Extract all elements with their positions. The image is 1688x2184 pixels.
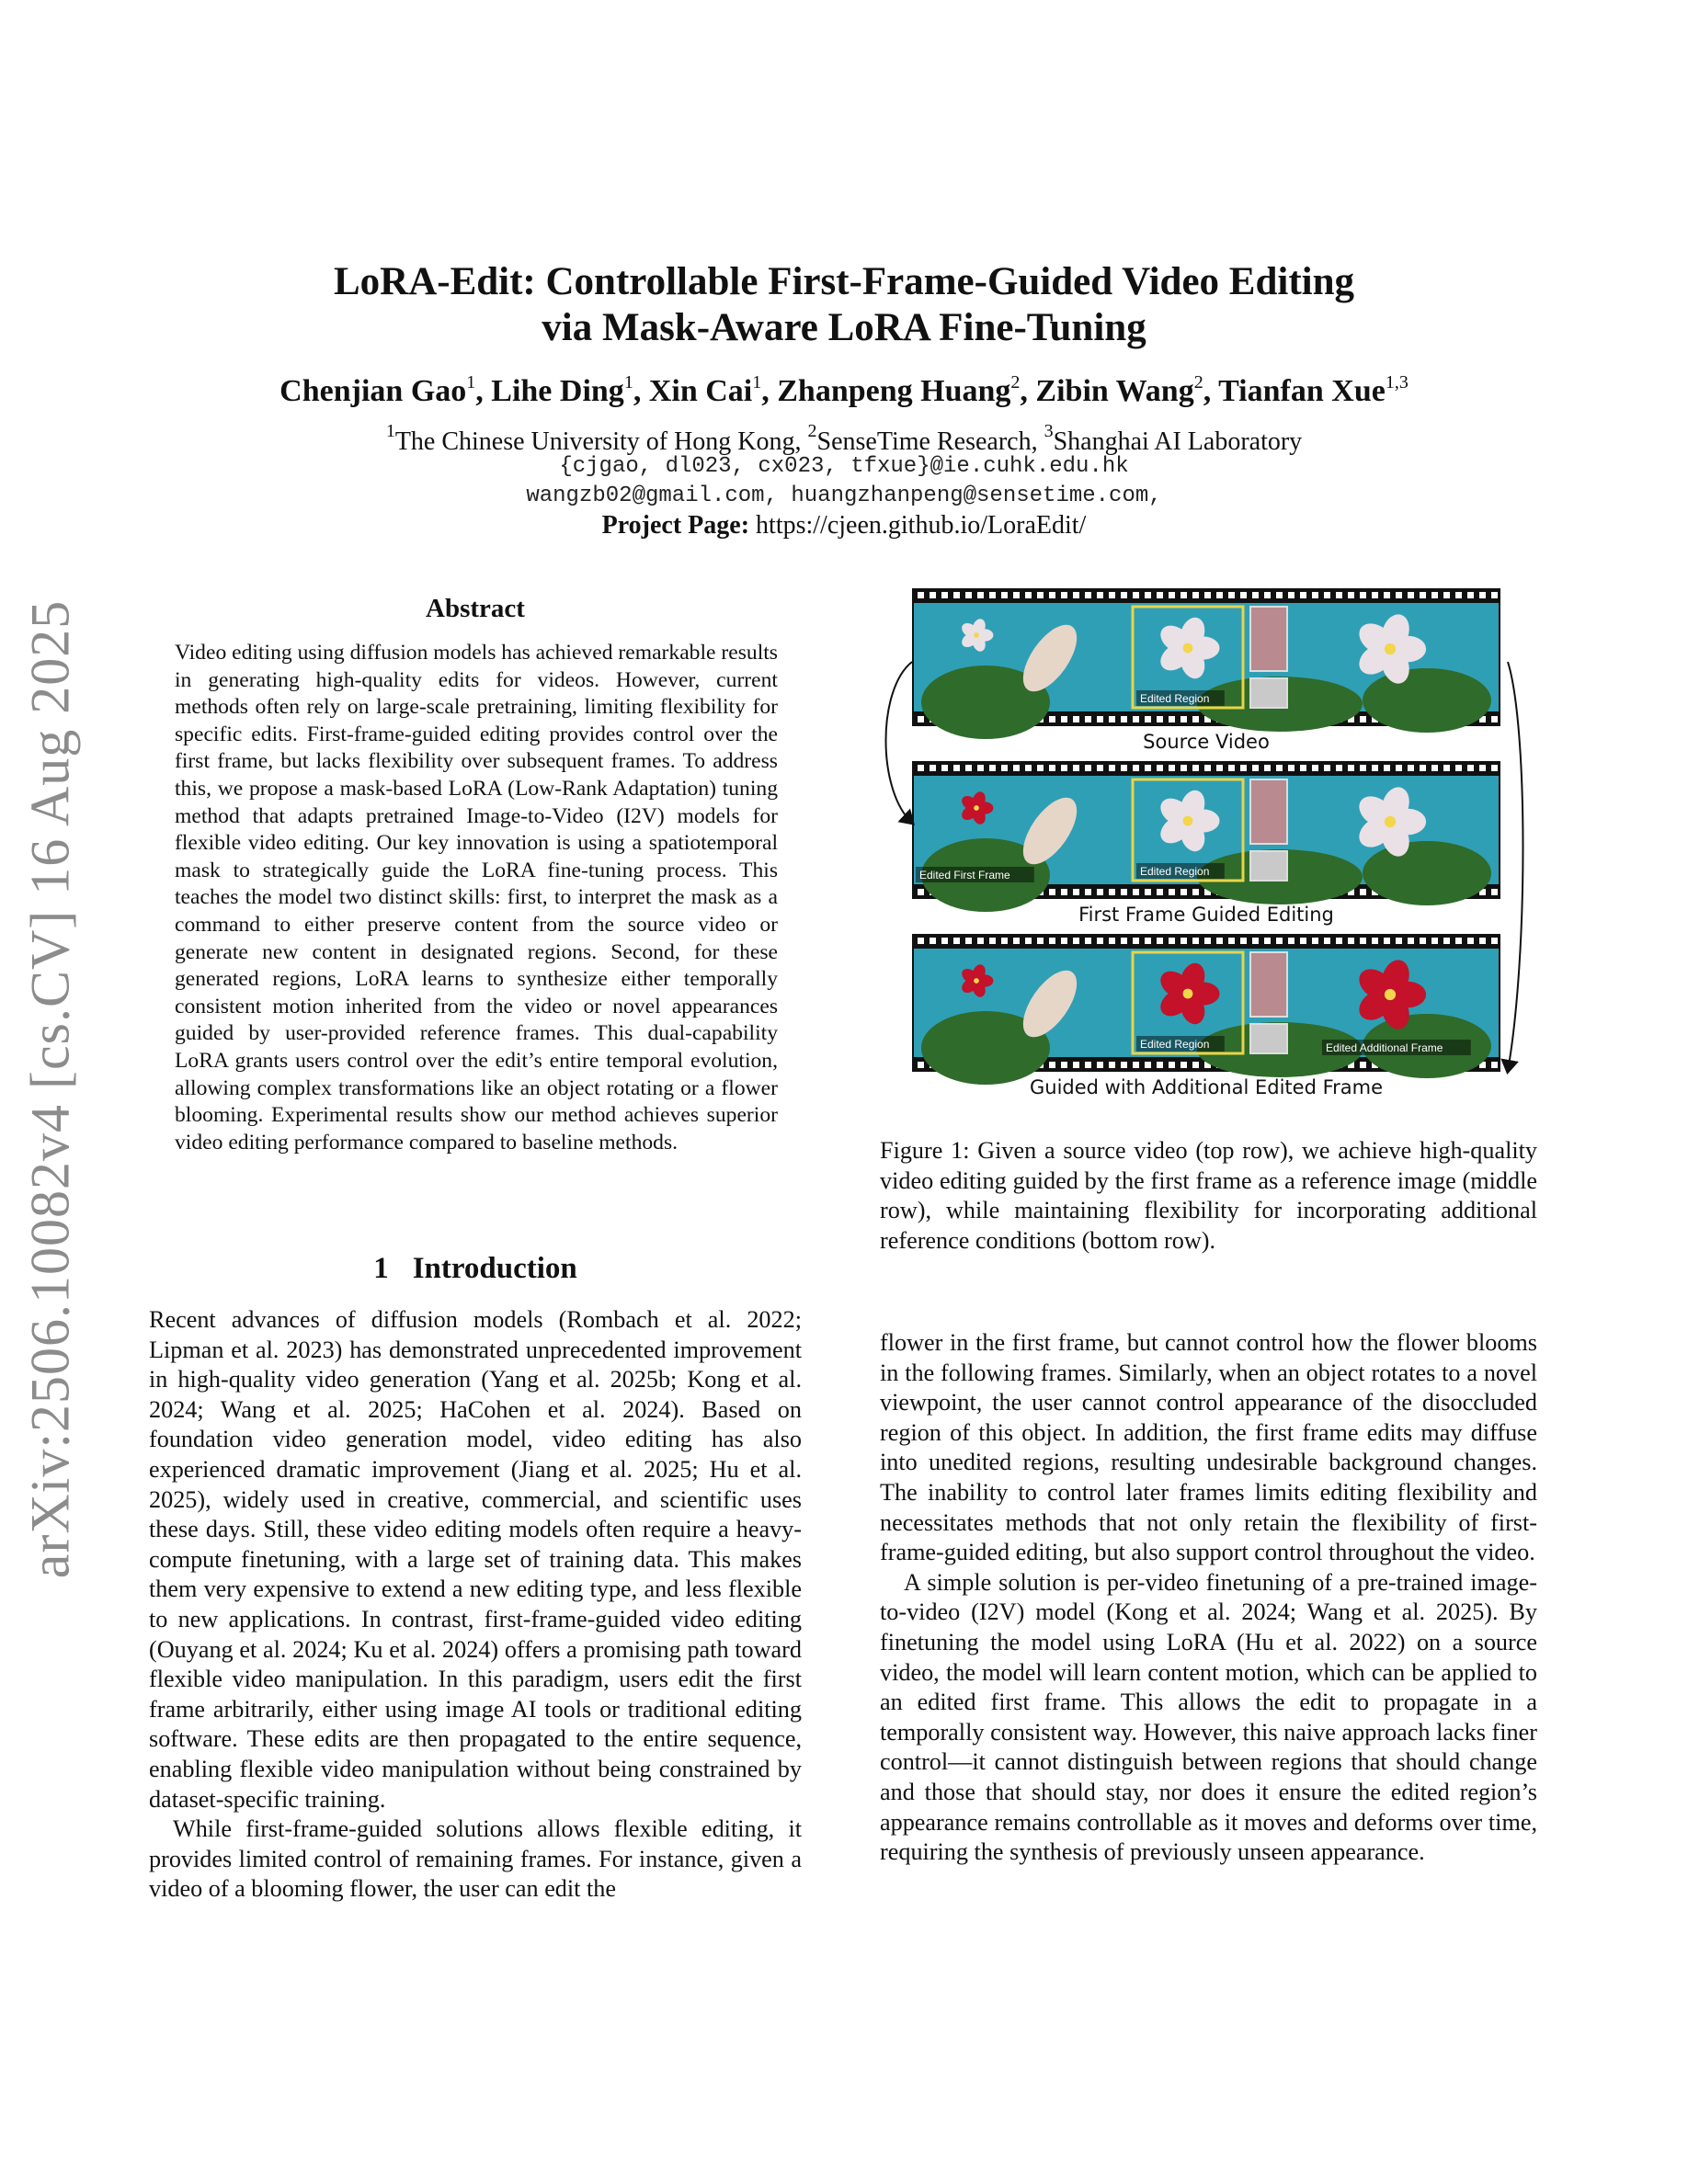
sprocket-hole bbox=[1288, 938, 1295, 944]
sprocket-hole bbox=[1109, 1062, 1115, 1068]
flower-center-shape bbox=[1183, 643, 1193, 654]
sprocket-hole bbox=[1324, 765, 1330, 771]
sprocket-hole bbox=[1252, 592, 1259, 598]
sprocket-hole bbox=[1097, 938, 1103, 944]
sprocket-hole bbox=[1384, 765, 1390, 771]
sprocket-hole bbox=[1085, 938, 1091, 944]
sprocket-hole bbox=[1049, 1062, 1055, 1068]
sprocket-hole bbox=[1133, 716, 1139, 722]
sprocket-hole bbox=[1157, 889, 1163, 895]
sprocket-hole bbox=[930, 938, 936, 944]
sprocket-hole bbox=[1491, 889, 1498, 895]
sprocket-hole bbox=[1085, 716, 1091, 722]
sprocket-hole bbox=[1360, 592, 1366, 598]
sprocket-hole bbox=[1097, 765, 1103, 771]
sprocket-hole bbox=[1025, 765, 1032, 771]
sprocket-hole bbox=[1372, 938, 1378, 944]
sprocket-hole bbox=[1061, 716, 1067, 722]
sprocket-hole bbox=[1216, 592, 1223, 598]
sprocket-hole bbox=[1192, 765, 1199, 771]
sprocket-hole bbox=[1240, 765, 1247, 771]
sprocket-hole bbox=[1157, 592, 1163, 598]
sprocket-hole bbox=[1133, 765, 1139, 771]
sprocket-hole bbox=[1049, 889, 1055, 895]
sprocket-hole bbox=[1312, 938, 1318, 944]
abstract-text: Video editing using diffusion models has achieved remarkable results in generating high-quality edits for videos. However, current methods often rely on large-scale pretraining, limiting flexibility for specific edits. First-frame-guided editing provides control over the first frame, but lacks flexibility over subsequent frames. To address this, we propose a mask-based LoRA (Low-Rank Adaptation) tuning method that adapts pretrained Image-to-Video (I2V) models for flexible video editing. Our key innovation is using a spatiotemporal mask to strategically guide the LoRA fine-tuning process. This teaches the model two distinct skills: first, to interpret the mask as a command to either preserve content from the source video or generate new content in designated regions. Second, for these generated regions, LoRA learns to synthesize either temporally consistent motion inherited from the video or novel appearances guided by user-provided reference frames. This dual-capability LoRA grants users control over the edit’s entire temporal evolution, allowing complex transformations like an object rotating or a flower blooming. Experimental results show our method achieves superior video editing performance compared to baseline methods. bbox=[175, 641, 778, 1155]
sprocket-hole bbox=[1133, 938, 1139, 944]
arrow-source-to-additional-frame bbox=[1508, 662, 1523, 1071]
section-number: 1 bbox=[373, 1252, 389, 1285]
sprocket-hole bbox=[1431, 592, 1438, 598]
sprocket-hole bbox=[1420, 765, 1426, 771]
sprocket-hole bbox=[1467, 592, 1474, 598]
sprocket-hole bbox=[1121, 765, 1127, 771]
inset-crop bbox=[1250, 607, 1287, 671]
sprocket-hole bbox=[1264, 592, 1271, 598]
sprocket-hole bbox=[1169, 592, 1175, 598]
project-url-link[interactable]: https://cjeen.github.io/LoraEdit/ bbox=[756, 511, 1087, 540]
email-line-1: {cjgao, dl023, cx023, tfxue}@ie.cuhk.edu.hk bbox=[559, 454, 1129, 479]
sprocket-hole bbox=[1467, 938, 1474, 944]
sprocket-hole bbox=[1300, 592, 1306, 598]
sprocket-hole bbox=[989, 938, 996, 944]
sprocket-hole bbox=[953, 765, 960, 771]
section-heading-introduction bbox=[149, 1252, 802, 1286]
sprocket-hole bbox=[1073, 716, 1079, 722]
sprocket-hole bbox=[941, 938, 948, 944]
sprocket-hole bbox=[1479, 938, 1486, 944]
sprocket-hole bbox=[977, 938, 984, 944]
sprocket-hole bbox=[1252, 765, 1259, 771]
sprocket-hole bbox=[1049, 765, 1055, 771]
sprocket-hole bbox=[1145, 1062, 1151, 1068]
email-line-2: wangzb02@gmail.com, huangzhanpeng@sensetime.com, bbox=[526, 483, 1162, 508]
author: Lihe Ding$^1$ bbox=[491, 372, 633, 408]
sprocket-hole bbox=[1228, 938, 1235, 944]
sprocket-hole bbox=[1049, 592, 1055, 598]
sprocket-hole bbox=[1061, 938, 1067, 944]
sprocket-hole bbox=[1336, 592, 1342, 598]
sprocket-hole bbox=[1192, 716, 1199, 722]
sprocket-hole bbox=[1384, 938, 1390, 944]
sprocket-hole bbox=[1276, 938, 1283, 944]
sprocket-hole bbox=[1169, 938, 1175, 944]
sprocket-hole bbox=[1073, 889, 1079, 895]
sprocket-hole bbox=[941, 592, 948, 598]
sprocket-hole bbox=[1145, 889, 1151, 895]
sprocket-hole bbox=[1276, 765, 1283, 771]
sprocket-hole bbox=[930, 765, 936, 771]
sprocket-hole bbox=[1157, 716, 1163, 722]
author: Chenjian Gao$^1$ bbox=[279, 372, 476, 408]
sprocket-hole bbox=[1192, 938, 1199, 944]
sprocket-hole bbox=[1013, 765, 1020, 771]
sprocket-hole bbox=[1121, 592, 1127, 598]
sprocket-hole bbox=[1443, 938, 1450, 944]
arrow-source-to-first-frame bbox=[886, 662, 913, 823]
sprocket-hole bbox=[1109, 592, 1115, 598]
sprocket-hole bbox=[918, 889, 924, 895]
region-tag: Edited Region bbox=[1140, 1038, 1210, 1051]
sprocket-hole bbox=[1228, 765, 1235, 771]
author: Tianfan Xue$^{1,3}$ bbox=[1218, 372, 1409, 408]
sprocket-hole bbox=[1169, 889, 1175, 895]
sprocket-hole bbox=[1312, 592, 1318, 598]
flower-center-shape bbox=[1183, 816, 1193, 826]
filmstrip-label: Guided with Additional Edited Frame bbox=[1029, 1076, 1384, 1098]
sprocket-hole bbox=[1216, 938, 1223, 944]
sprocket-hole bbox=[1396, 765, 1402, 771]
sprocket-hole bbox=[1491, 765, 1498, 771]
sprocket-hole bbox=[1157, 938, 1163, 944]
sprocket-hole bbox=[1443, 592, 1450, 598]
sprocket-hole bbox=[930, 592, 936, 598]
region-tag: Edited First Frame bbox=[919, 869, 1010, 882]
sprocket-hole bbox=[1085, 592, 1091, 598]
sprocket-hole bbox=[1121, 716, 1127, 722]
sprocket-hole bbox=[1169, 716, 1175, 722]
sprocket-hole bbox=[1455, 592, 1462, 598]
sprocket-hole bbox=[1360, 938, 1366, 944]
arxiv-stamp bbox=[0, 588, 101, 1590]
sprocket-hole bbox=[1061, 592, 1067, 598]
paragraph: flower in the first frame, but cannot control how the flower blooms in the following frames. Similarly, when an object rotates to a novel viewpoint, the user cannot control appearance of the disoccluded region of this object. In addition, the first frame edits may diffuse into unedited regions, resulting undesirable background changes. The inability to control later frames limits editing flexibility and necessitates methods that not only retain the flexibility of first-frame-guided editing, but also support control throughout the video. bbox=[880, 1329, 1537, 1566]
sprocket-hole bbox=[1204, 592, 1211, 598]
inset-crop bbox=[1250, 952, 1287, 1017]
sprocket-hole bbox=[1180, 716, 1187, 722]
figure-1-caption: Figure 1: Given a source video (top row), we achieve high-quality video editing guided by the first frame as a reference image (middle row), while maintaining flexibility for incorporating additional reference conditions (bottom row). bbox=[880, 1137, 1537, 1254]
sprocket-hole bbox=[1133, 592, 1139, 598]
flower-center-shape bbox=[1183, 989, 1193, 999]
sprocket-hole bbox=[1396, 592, 1402, 598]
sprocket-hole bbox=[1145, 938, 1151, 944]
author-list: Chenjian Gao$^1$, Lihe Ding$^1$, Xin Cai$^1$, Zhanpeng Huang$^2$, Zibin Wang$^2$, Tianfan Xue$^{1,3}$ bbox=[279, 372, 1409, 408]
sprocket-hole bbox=[1169, 765, 1175, 771]
sprocket-hole bbox=[1085, 765, 1091, 771]
sprocket-hole bbox=[1443, 765, 1450, 771]
sprocket-hole bbox=[1240, 592, 1247, 598]
sprocket-hole bbox=[918, 592, 924, 598]
sprocket-hole bbox=[1133, 1062, 1139, 1068]
sprocket-hole bbox=[977, 592, 984, 598]
filmstrip-row bbox=[912, 761, 1500, 926]
sprocket-hole bbox=[1491, 1062, 1498, 1068]
sprocket-hole bbox=[1073, 765, 1079, 771]
sprocket-hole bbox=[1061, 765, 1067, 771]
sprocket-hole bbox=[1384, 592, 1390, 598]
inset-crop bbox=[1250, 779, 1287, 844]
sprocket-hole bbox=[953, 938, 960, 944]
sprocket-hole bbox=[1049, 716, 1055, 722]
sprocket-hole bbox=[1097, 889, 1103, 895]
sprocket-hole bbox=[1312, 765, 1318, 771]
sprocket-hole bbox=[1192, 1062, 1199, 1068]
section-title: Introduction bbox=[412, 1252, 577, 1285]
sprocket-hole bbox=[1264, 938, 1271, 944]
sprocket-hole bbox=[1180, 889, 1187, 895]
sprocket-hole bbox=[1431, 938, 1438, 944]
sprocket-hole bbox=[1360, 889, 1366, 895]
filmstrip-label: First Frame Guided Editing bbox=[1078, 904, 1334, 926]
sprocket-hole bbox=[1145, 592, 1151, 598]
sprocket-hole bbox=[1408, 765, 1414, 771]
sprocket-hole bbox=[1300, 765, 1306, 771]
sprocket-hole bbox=[1276, 592, 1283, 598]
sprocket-hole bbox=[1001, 592, 1008, 598]
sprocket-hole bbox=[965, 765, 972, 771]
sprocket-hole bbox=[1288, 765, 1295, 771]
abstract-heading: Abstract bbox=[426, 594, 525, 623]
sprocket-hole bbox=[1420, 938, 1426, 944]
sprocket-hole bbox=[1336, 938, 1342, 944]
author: Zhanpeng Huang$^2$ bbox=[777, 372, 1021, 408]
sprocket-hole bbox=[1348, 592, 1354, 598]
sprocket-hole bbox=[1324, 938, 1330, 944]
sprocket-hole bbox=[1228, 592, 1235, 598]
sprocket-hole bbox=[1073, 1062, 1079, 1068]
sprocket-hole bbox=[1467, 765, 1474, 771]
sprocket-hole bbox=[1061, 1062, 1067, 1068]
sprocket-hole bbox=[1455, 765, 1462, 771]
inset-crop bbox=[1250, 851, 1287, 881]
sprocket-hole bbox=[918, 716, 924, 722]
affiliations: $^1$The Chinese University of Hong Kong, $^2$SenseTime Research, $^3$Shanghai AI Laboratory bbox=[385, 421, 1303, 456]
paragraph: A simple solution is per-video finetuning of a pre-trained image-to-video (I2V) model (Kong et al. 2024; Wang et al. 2025). By finetuning the model using LoRA (Hu et al. 2022) on a source video, the model will learn content motion, which can be applied to an edited first frame. This allows the edit to propagate in a temporally consistent way. However, this naive approach lacks finer control—it cannot distinguish between regions that should change and those that should stay, nor does it ensure the edited region’s appearance remains controllable as it moves and deforms over time, requiring the synthesis of previously unseen appearance. bbox=[880, 1568, 1537, 1866]
sprocket-hole bbox=[1420, 592, 1426, 598]
region-tag: Edited Additional Frame bbox=[1326, 1041, 1443, 1054]
flower-center-shape bbox=[974, 978, 979, 984]
sprocket-hole bbox=[1455, 938, 1462, 944]
sprocket-hole bbox=[1240, 938, 1247, 944]
sprocket-hole bbox=[1085, 889, 1091, 895]
paragraph: Recent advances of diffusion models (Rombach et al. 2022; Lipman et al. 2023) has demonstrated unprecedented improvement in high-quality video generation (Yang et al. 2025b; Kong et al. 2024; Wang et al. 2025; HaCohen et al. 2024). Based on foundation video generation model, video editing has also experienced dramatic improvement (Jiang et al. 2025; Hu et al. 2025), widely used in creative, commercial, and scientific uses these days. Still, these video editing models often require a heavy-compute finetuning, with a large set of training data. This makes them very expensive to extend a new editing type, and less flexible to new applications. In contrast, first-frame-guided video editing (Ouyang et al. 2024; Ku et al. 2024) offers a promising path toward flexible video manipulation. In this paradigm, users edit the first frame arbitrarily, either using image AI tools or traditional editing software. These edits are then propagated to the entire sequence, enabling flexible video manipulation without being constrained by dataset-specific training. bbox=[149, 1306, 802, 1813]
sprocket-hole bbox=[1372, 592, 1378, 598]
sprocket-hole bbox=[1288, 592, 1295, 598]
sprocket-hole bbox=[1252, 938, 1259, 944]
sprocket-hole bbox=[1097, 592, 1103, 598]
sprocket-hole bbox=[1121, 1062, 1127, 1068]
sprocket-hole bbox=[1204, 765, 1211, 771]
sprocket-hole bbox=[1109, 765, 1115, 771]
flower-center-shape bbox=[1385, 989, 1396, 1000]
sprocket-hole bbox=[1073, 938, 1079, 944]
sprocket-hole bbox=[941, 765, 948, 771]
flower-center-shape bbox=[1385, 816, 1396, 827]
sprocket-hole bbox=[1157, 1062, 1163, 1068]
sprocket-hole bbox=[918, 765, 924, 771]
flower-center-shape bbox=[974, 632, 979, 638]
title-line-2: via Mask-Aware LoRA Fine-Tuning bbox=[542, 306, 1146, 349]
foliage-shape bbox=[1363, 841, 1491, 905]
arxiv-stamp-text: arXiv:2506.10082v4 [cs.CV] 16 Aug 2025 bbox=[19, 599, 81, 1579]
figure-1 bbox=[873, 588, 1535, 1103]
sprocket-hole bbox=[989, 592, 996, 598]
project-page bbox=[0, 511, 1688, 540]
sprocket-hole bbox=[1145, 716, 1151, 722]
paragraph: While first-frame-guided solutions allows flexible editing, it provides limited control of remaining frames. For instance, given a video of a blooming flower, the user can edit the bbox=[149, 1815, 802, 1903]
left-column-body bbox=[149, 1305, 802, 1905]
sprocket-hole bbox=[1360, 1062, 1366, 1068]
sprocket-hole bbox=[1408, 592, 1414, 598]
sprocket-hole bbox=[1145, 765, 1151, 771]
sprocket-hole bbox=[1037, 765, 1044, 771]
sprocket-hole bbox=[1097, 1062, 1103, 1068]
sprocket-hole bbox=[1360, 765, 1366, 771]
sprocket-hole bbox=[1348, 938, 1354, 944]
sprocket-hole bbox=[1133, 889, 1139, 895]
sprocket-hole bbox=[1491, 716, 1498, 722]
sprocket-hole bbox=[1013, 592, 1020, 598]
sprocket-hole bbox=[918, 938, 924, 944]
sprocket-hole bbox=[1324, 592, 1330, 598]
sprocket-hole bbox=[1479, 765, 1486, 771]
sprocket-hole bbox=[1491, 592, 1498, 598]
foliage-shape bbox=[1363, 668, 1491, 733]
filmstrip-row bbox=[912, 588, 1500, 753]
sprocket-hole bbox=[1025, 592, 1032, 598]
region-tag: Edited Region bbox=[1140, 692, 1210, 705]
sprocket-hole bbox=[1037, 938, 1044, 944]
sprocket-hole bbox=[1037, 592, 1044, 598]
sprocket-hole bbox=[1360, 716, 1366, 722]
sprocket-hole bbox=[1109, 938, 1115, 944]
sprocket-hole bbox=[1013, 938, 1020, 944]
sprocket-hole bbox=[1180, 765, 1187, 771]
sprocket-hole bbox=[965, 938, 972, 944]
sprocket-hole bbox=[1396, 938, 1402, 944]
filmstrip-label: Source Video bbox=[1143, 731, 1270, 753]
sprocket-hole bbox=[1180, 938, 1187, 944]
inset-crop bbox=[1250, 678, 1287, 708]
sprocket-hole bbox=[1049, 938, 1055, 944]
sprocket-hole bbox=[989, 765, 996, 771]
flower-center-shape bbox=[1385, 643, 1396, 654]
project-label: Project Page: bbox=[601, 511, 750, 540]
sprocket-hole bbox=[1431, 765, 1438, 771]
sprocket-hole bbox=[1121, 938, 1127, 944]
sprocket-hole bbox=[1025, 938, 1032, 944]
sprocket-hole bbox=[965, 592, 972, 598]
sprocket-hole bbox=[1109, 889, 1115, 895]
sprocket-hole bbox=[1204, 938, 1211, 944]
sprocket-hole bbox=[1264, 765, 1271, 771]
sprocket-hole bbox=[1216, 765, 1223, 771]
sprocket-hole bbox=[1061, 889, 1067, 895]
sprocket-hole bbox=[1192, 592, 1199, 598]
sprocket-hole bbox=[977, 765, 984, 771]
author: Xin Cai$^1$ bbox=[648, 372, 762, 408]
sprocket-hole bbox=[1180, 592, 1187, 598]
sprocket-hole bbox=[1001, 938, 1008, 944]
title-line-1: LoRA-Edit: Controllable First-Frame-Guided Video Editing bbox=[333, 260, 1355, 303]
flower-center-shape bbox=[974, 805, 979, 811]
sprocket-hole bbox=[1336, 765, 1342, 771]
figure-1-filmstrips bbox=[873, 588, 1535, 1103]
sprocket-hole bbox=[953, 592, 960, 598]
sprocket-hole bbox=[1300, 938, 1306, 944]
sprocket-hole bbox=[1109, 716, 1115, 722]
sprocket-hole bbox=[1491, 938, 1498, 944]
region-tag: Edited Region bbox=[1140, 865, 1210, 878]
sprocket-hole bbox=[1348, 765, 1354, 771]
author: Zibin Wang$^2$ bbox=[1035, 372, 1203, 408]
sprocket-hole bbox=[1372, 765, 1378, 771]
sprocket-hole bbox=[918, 1062, 924, 1068]
sprocket-hole bbox=[1157, 765, 1163, 771]
sprocket-hole bbox=[1180, 1062, 1187, 1068]
sprocket-hole bbox=[1192, 889, 1199, 895]
sprocket-hole bbox=[1001, 765, 1008, 771]
sprocket-hole bbox=[1408, 938, 1414, 944]
right-column-body bbox=[880, 1328, 1537, 1868]
paper-title bbox=[0, 259, 1688, 351]
filmstrip-row bbox=[912, 934, 1500, 1098]
inset-crop bbox=[1250, 1024, 1287, 1053]
sprocket-hole bbox=[1121, 889, 1127, 895]
sprocket-hole bbox=[1169, 1062, 1175, 1068]
sprocket-hole bbox=[1085, 1062, 1091, 1068]
sprocket-hole bbox=[1073, 592, 1079, 598]
sprocket-hole bbox=[1479, 592, 1486, 598]
sprocket-hole bbox=[1097, 716, 1103, 722]
